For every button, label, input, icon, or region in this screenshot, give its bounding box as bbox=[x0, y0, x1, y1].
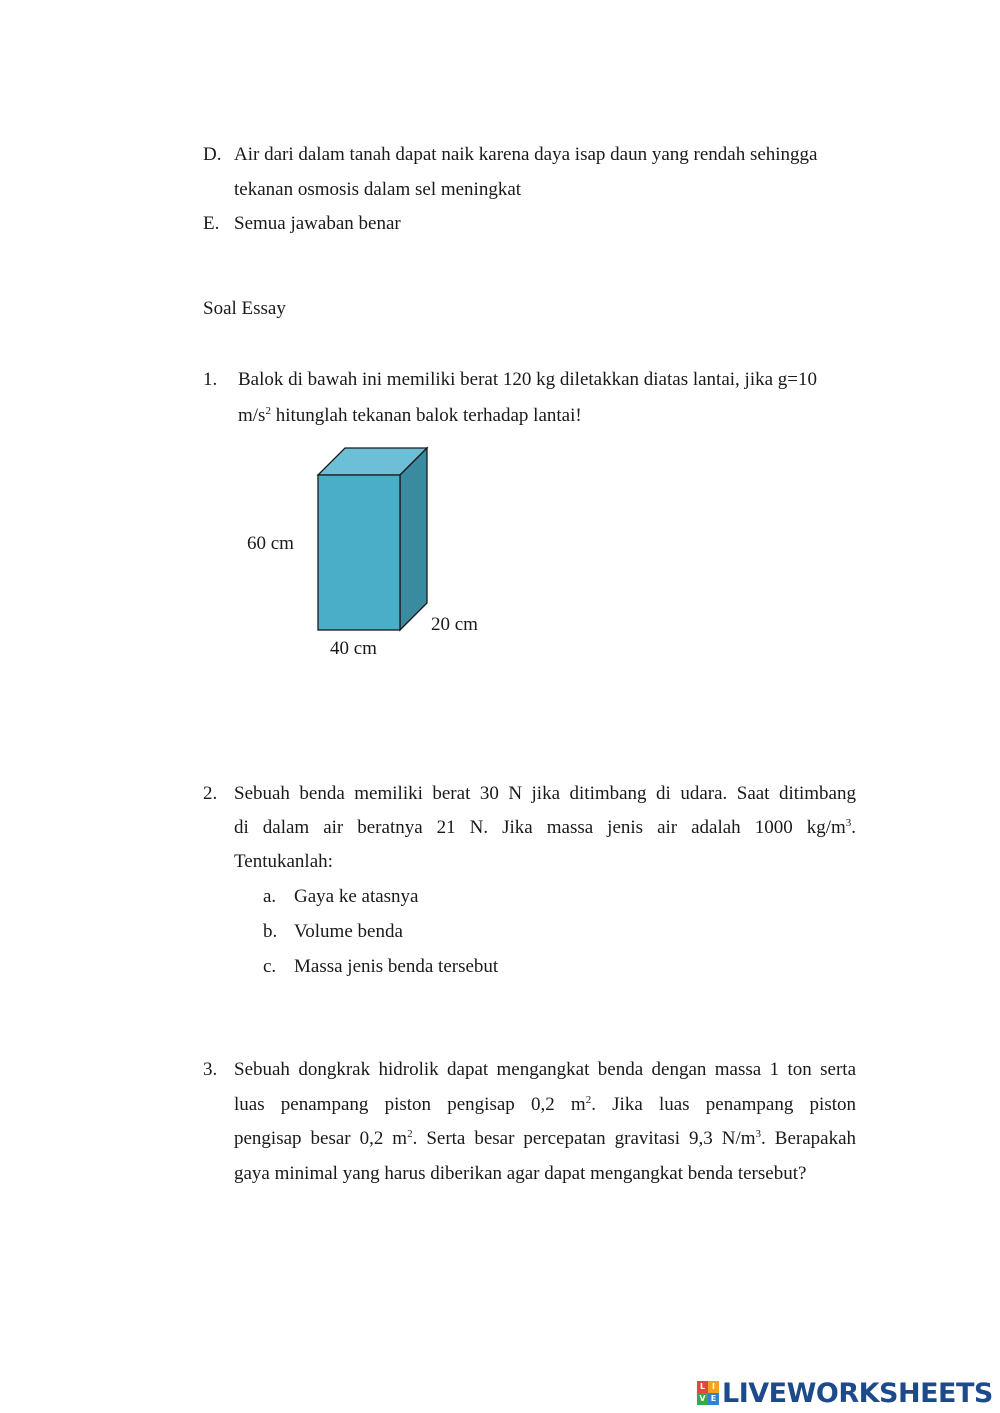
q3-text-line4: gaya minimal yang harus diberikan agar dapat mengangkat benda tersebut? bbox=[234, 1163, 807, 1184]
q3-text-line2 bbox=[234, 1094, 856, 1116]
option-d-text-line1: Air dari dalam tanah dapat naik karena daya isap daun yang rendah sehingga bbox=[234, 144, 818, 165]
essay-heading: Soal Essay bbox=[203, 298, 286, 319]
option-d-letter: D. bbox=[203, 144, 222, 165]
q3-line2-text: luas penampang piston pengisap 0,2 m bbox=[234, 1094, 586, 1115]
q2-sub-b-letter: b. bbox=[263, 921, 278, 942]
q1-text-line2 bbox=[238, 405, 582, 427]
q3-line2-end: . Jika luas penampang piston bbox=[591, 1094, 856, 1115]
q3-line3-part3: . Berapakah bbox=[761, 1128, 857, 1149]
q3-text-line3 bbox=[234, 1128, 856, 1150]
logo-mark-tile: L bbox=[697, 1381, 708, 1393]
option-e-text: Semua jawaban benar bbox=[234, 213, 401, 234]
q1-unit: m/s bbox=[238, 405, 266, 426]
q1-text-line1: Balok di bawah ini memiliki berat 120 kg diletakkan diatas lantai, jika g=10 bbox=[238, 369, 817, 390]
q2-sub-c-text: Massa jenis benda tersebut bbox=[294, 956, 499, 977]
height-label: 60 cm bbox=[247, 533, 294, 554]
option-e-letter: E. bbox=[203, 213, 220, 234]
q3-number: 3. bbox=[203, 1059, 218, 1080]
q2-sub-b-text: Volume benda bbox=[294, 921, 403, 942]
q2-line2-end: . bbox=[851, 817, 856, 838]
q3-line3-part1: pengisap besar 0,2 m bbox=[234, 1128, 408, 1149]
q2-sub-c-letter: c. bbox=[263, 956, 277, 977]
block-side-face bbox=[400, 448, 427, 630]
q2-text-line1: Sebuah benda memiliki berat 30 N jika ditimbang di udara. Saat ditimbang bbox=[234, 783, 856, 804]
logo-wordmark: LIVEWORKSHEETS bbox=[722, 1377, 993, 1409]
q1-instruction: hitunglah tekanan balok terhadap lantai! bbox=[270, 405, 582, 426]
q2-text-line2 bbox=[234, 817, 856, 839]
q2-sub-a-text: Gaya ke atasnya bbox=[294, 886, 419, 907]
q2-line2-text: di dalam air beratnya 21 N. Jika massa jenis air adalah 1000 kg/m bbox=[234, 817, 846, 838]
q2-exponent: 3 bbox=[845, 817, 852, 829]
block-figure bbox=[300, 440, 440, 640]
q3-line3-exponent2: 3 bbox=[755, 1128, 762, 1140]
depth-label: 20 cm bbox=[431, 614, 478, 635]
option-d-text-line2: tekanan osmosis dalam sel meningkat bbox=[234, 179, 522, 200]
q3-line2-exponent: 2 bbox=[585, 1094, 592, 1106]
block-front-face bbox=[318, 475, 400, 630]
q2-sub-a-letter: a. bbox=[263, 886, 277, 907]
logo-mark-tile: I bbox=[708, 1381, 719, 1393]
logo-mark-icon bbox=[697, 1381, 719, 1405]
q3-line3-exponent1: 2 bbox=[407, 1128, 413, 1140]
width-label: 40 cm bbox=[330, 638, 377, 659]
q3-text-line1: Sebuah dongkrak hidrolik dapat mengangkat benda dengan massa 1 ton serta bbox=[234, 1059, 856, 1080]
logo-mark-tile: E bbox=[708, 1393, 719, 1405]
liveworksheets-logo[interactable] bbox=[697, 1378, 993, 1408]
q1-unit-exponent: 2 bbox=[265, 405, 271, 417]
q2-number: 2. bbox=[203, 783, 218, 804]
logo-mark-tile: V bbox=[697, 1393, 708, 1405]
q2-text-line3: Tentukanlah: bbox=[234, 851, 333, 872]
q1-number: 1. bbox=[203, 369, 218, 390]
q3-line3-part2: . Serta besar percepatan gravitasi 9,3 N/m bbox=[412, 1128, 756, 1149]
